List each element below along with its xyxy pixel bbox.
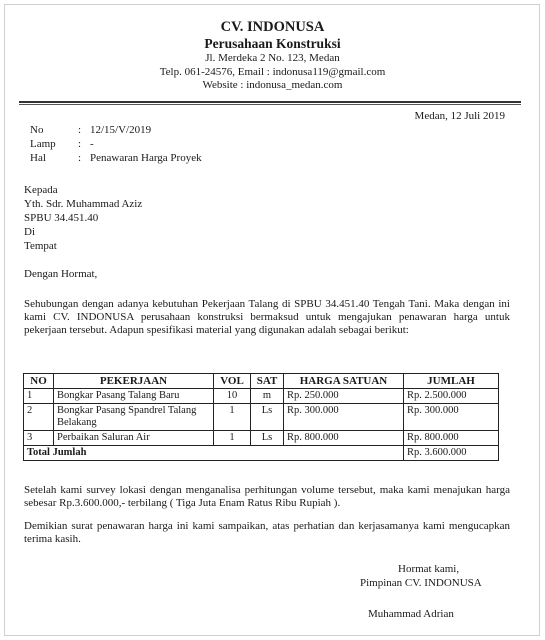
cell-job: Perbaikan Saluran Air [54, 431, 214, 446]
company-contact: Telp. 061-24576, Email : indonusa119@gmail.com [159, 65, 386, 78]
company-address: Jl. Merdeka 2 No. 123, Medan [205, 52, 340, 64]
signature-name: Muhammad Adrian [368, 608, 454, 620]
cell-amount: Rp. 2.500.000 [404, 389, 499, 404]
meta-label-no: No [30, 124, 44, 136]
table-row [24, 431, 499, 446]
header-divider-thick [19, 101, 521, 103]
signature-position: Pimpinan CV. INDONUSA [360, 577, 482, 589]
meta-sep: : [78, 124, 82, 136]
intro-paragraph: Sehubungan dengan adanya kebutuhan Pekerjaan Talang di SPBU 34.451.40 Tengah Tani. Maka dengan ini kami CV. INDONUSA perusahaan konstruksi bermaksud untuk mengajukan penawaran harga untuk pekerjaan tersebut. Adapun spesifikasi material yang digunakan adalah sebagai berikut: [24, 298, 510, 337]
cell-no: 2 [24, 404, 54, 431]
column-header: SAT [251, 374, 284, 389]
recipient-line: Tempat [24, 240, 57, 252]
table-total-row [24, 446, 499, 461]
cell-vol: 10 [214, 389, 251, 404]
cell-unit-price: Rp. 250.000 [284, 389, 404, 404]
recipient-line: Kepada [24, 184, 58, 196]
cell-job: Bongkar Pasang Talang Baru [54, 389, 214, 404]
cell-unit: m [251, 389, 284, 404]
letterhead [0, 19, 545, 93]
cell-amount: Rp. 800.000 [404, 431, 499, 446]
column-header: JUMLAH [404, 374, 499, 389]
company-name: CV. INDONUSA [220, 19, 325, 35]
table-row [24, 389, 499, 404]
cell-unit: Ls [251, 431, 284, 446]
table-header-row [24, 374, 499, 389]
salutation: Dengan Hormat, [24, 268, 98, 280]
column-header: NO [24, 374, 54, 389]
signature-regards: Hormat kami, [398, 563, 460, 575]
cell-no: 1 [24, 389, 54, 404]
total-value: Rp. 3.600.000 [404, 446, 499, 461]
recipient-line: Yth. Sdr. Muhammad Aziz [24, 198, 143, 210]
cell-vol: 1 [214, 404, 251, 431]
meta-label-lamp: Lamp [30, 138, 56, 150]
recipient-line: Di [24, 226, 35, 238]
header-divider-thin [19, 104, 521, 105]
meta-value-hal: Penawaran Harga Proyek [90, 152, 202, 164]
meta-sep: : [78, 152, 82, 164]
cell-vol: 1 [214, 431, 251, 446]
price-table [23, 373, 499, 461]
cell-unit-price: Rp. 800.000 [284, 431, 404, 446]
cell-amount: Rp. 300.000 [404, 404, 499, 431]
cell-no: 3 [24, 431, 54, 446]
cell-job: Bongkar Pasang Spandrel Talang Belakang [54, 404, 214, 431]
company-website: Website : indonusa_medan.com [202, 79, 343, 91]
survey-paragraph: Setelah kami survey lokasi dengan menganalisa perhitungan volume tersebut, maka kami menajukan harga sebesar Rp.3.600.000,- terbilang ( Tiga Juta Enam Ratus Ribu Rupiah ). [24, 484, 510, 510]
meta-label-hal: Hal [30, 152, 46, 164]
place-date: Medan, 12 Juli 2019 [414, 110, 505, 122]
table-row [24, 404, 499, 431]
meta-sep: : [78, 138, 82, 150]
total-label: Total Jumlah [24, 446, 404, 461]
meta-value-lamp: - [90, 138, 94, 150]
cell-unit: Ls [251, 404, 284, 431]
column-header: VOL [214, 374, 251, 389]
meta-value-no: 12/15/V/2019 [90, 124, 152, 136]
recipient-line: SPBU 34.451.40 [24, 212, 99, 224]
column-header: HARGA SATUAN [284, 374, 404, 389]
closing-paragraph: Demikian surat penawaran harga ini kami sampaikan, atas perhatian dan kerjasamanya kami mengucapkan terima kasih. [24, 520, 510, 546]
column-header: PEKERJAAN [54, 374, 214, 389]
cell-unit-price: Rp. 300.000 [284, 404, 404, 431]
company-subtitle: Perusahaan Konstruksi [204, 36, 341, 51]
